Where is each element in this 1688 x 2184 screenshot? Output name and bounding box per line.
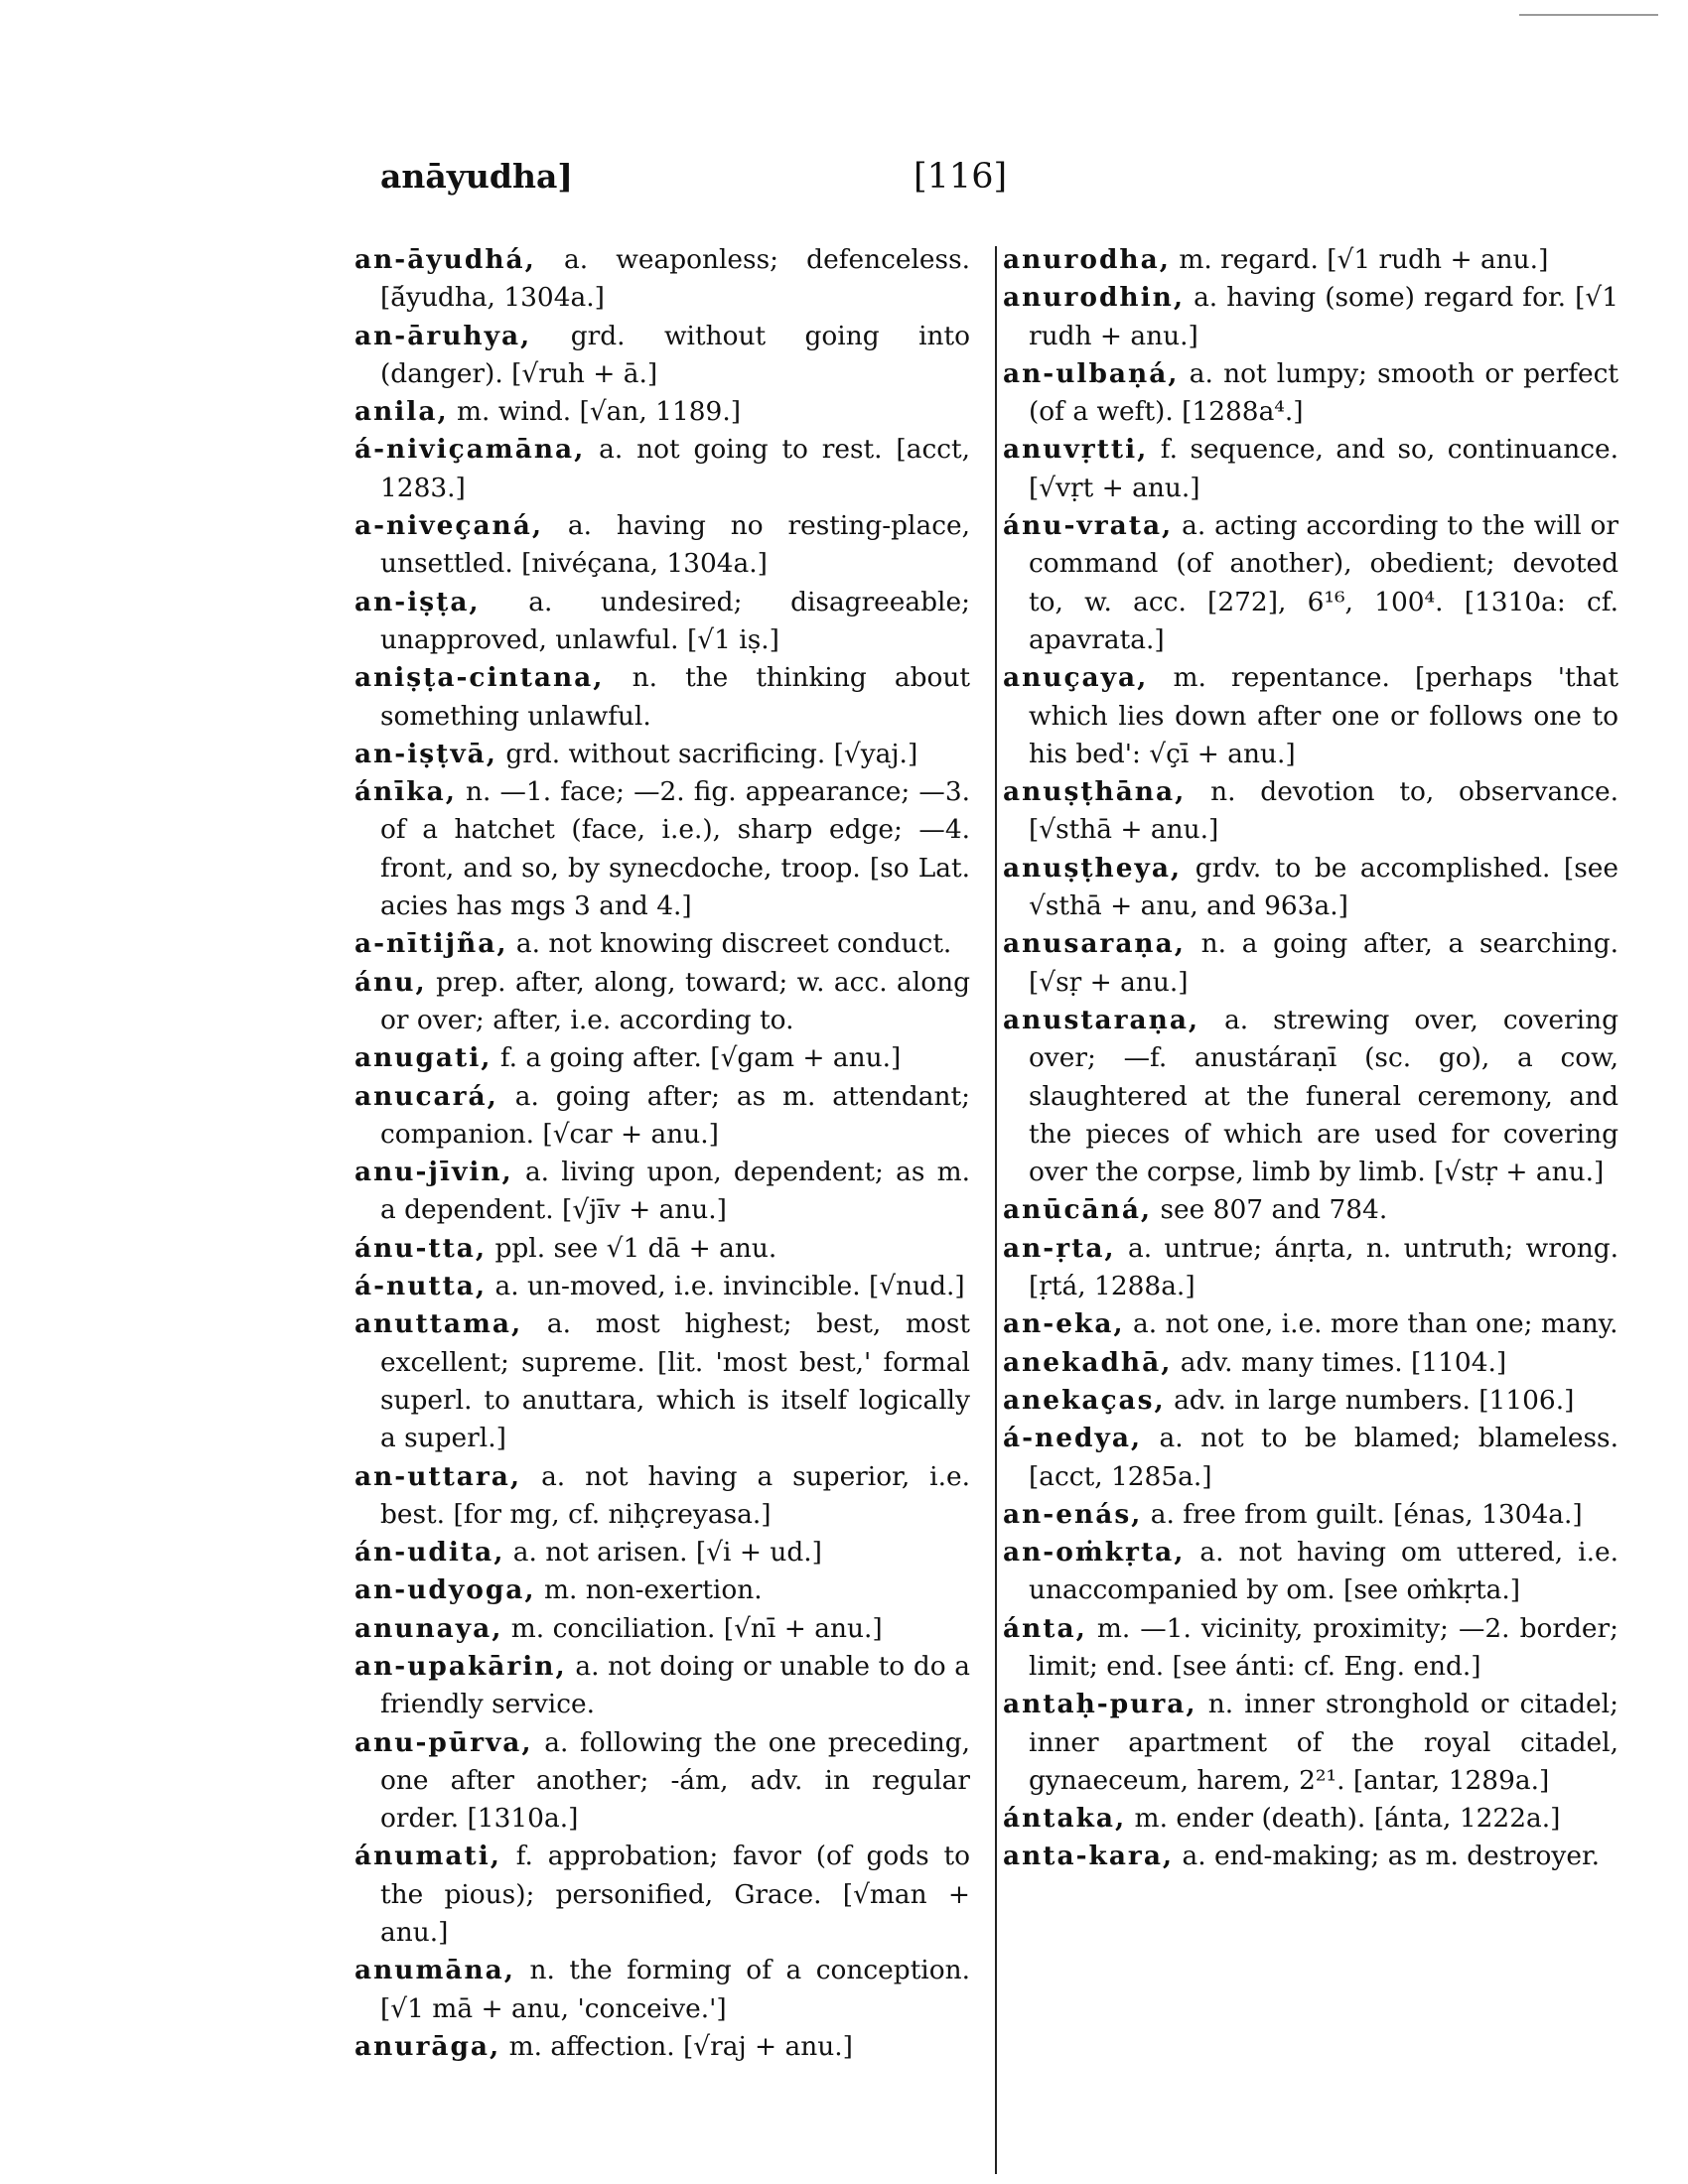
entry-gloss: n. a going after, a searching. [√sṛ + anu.] [1029, 928, 1619, 998]
entry-gloss: a. weaponless; defenceless. [ā́yudha, 1304a.] [380, 244, 971, 314]
entry-gloss: n. the thinking about something unlawful. [380, 662, 970, 732]
entry-gloss: m. —1. vicinity, proximity; —2. border; limit; end. [see ánti: cf. Eng. end.] [1029, 1612, 1618, 1682]
entry-gloss: f. sequence, and so, continuance. [√vṛt + anu.] [1029, 434, 1618, 503]
dictionary-entry [354, 1268, 970, 1305]
entry-headword: an-oṁkṛta, [1003, 1537, 1186, 1569]
entry-headword: anu-pūrva, [354, 1726, 533, 1758]
entry-gloss: a. end-making; as m. destroyer. [1182, 1841, 1601, 1872]
entry-gloss: a. going after; as m. attendant; companion. [√car + anu.] [380, 1080, 970, 1150]
right-column [1003, 241, 1618, 1876]
entry-gloss: a. not having om uttered, i.e. unaccompanied by om. [see oṁkṛta.] [1029, 1537, 1618, 1606]
entry-gloss: a. most highest; best, most excellent; supreme. [lit. 'most best,' formal superl. to anuttara, which is itself logically a superl.] [380, 1308, 971, 1454]
entry-gloss: grdv. to be accomplished. [see √sthā + anu, and 963a.] [1029, 852, 1618, 922]
dictionary-entry [354, 1952, 970, 2028]
entry-gloss: m. wind. [√an, 1189.] [457, 396, 741, 428]
entry-gloss: n. the forming of a conception. [√1 mā + anu, 'conceive.'] [380, 1955, 971, 2024]
entry-headword: án-udita, [354, 1537, 505, 1569]
entry-gloss: see 807 and 784. [1160, 1194, 1388, 1226]
entry-gloss: a. having no resting-place, unsettled. [nivéçana, 1304a.] [380, 510, 970, 580]
entry-gloss: a. not lumpy; smooth or perfect (of a weft). [1288a⁴.] [1029, 357, 1618, 428]
entry-gloss: a. free from guilt. [énas, 1304a.] [1150, 1498, 1583, 1530]
entry-gloss: a. living upon, dependent; as m. a dependent. [√jīv + anu.] [380, 1157, 970, 1226]
dictionary-entry [354, 1078, 970, 1155]
dictionary-entry [1003, 1344, 1618, 1382]
entry-headword: a-nītijña, [354, 928, 508, 960]
entry-headword: anurodha, [1003, 244, 1171, 275]
dictionary-entry [1003, 1002, 1618, 1191]
entry-headword: anustaraṇa, [1003, 1004, 1200, 1035]
entry-gloss: a. not knowing discreet conduct. [515, 928, 952, 960]
dictionary-entry [1003, 925, 1618, 1002]
dictionary-entry [1003, 1800, 1618, 1838]
entry-gloss: m. repentance. [perhaps 'that which lies down after one or follows one to his bed': √çī + anu.] [1029, 662, 1619, 769]
dictionary-entry [1003, 1191, 1618, 1229]
dictionary-entry [1003, 1610, 1618, 1687]
entry-gloss: adv. many times. [1104.] [1180, 1346, 1507, 1378]
entry-headword: anuṣṭheya, [1003, 852, 1183, 884]
dictionary-entry [1003, 431, 1618, 507]
entry-gloss: a. strewing over, covering over; —f. anustáraṇī (sc. go), a cow, slaughtered at the funeral ceremony, and the pieces of which are used for covering over the corpse, limb by limb. [√stṛ + anu.] [1029, 1004, 1618, 1188]
entry-headword: anuvṛtti, [1003, 434, 1149, 466]
dictionary-entry [1003, 355, 1618, 432]
entry-gloss: grd. without going into (danger). [√ruh + ā.] [380, 320, 971, 389]
entry-headword: anu-jīvin, [354, 1157, 513, 1188]
dictionary-entry [354, 507, 970, 584]
entry-headword: an-ulbaṇá, [1003, 357, 1180, 389]
entry-gloss: a. un-moved, i.e. invincible. [√nud.] [494, 1271, 965, 1302]
entry-headword: á-nedya, [1003, 1423, 1143, 1454]
entry-gloss: grd. without sacrificing. [√yaj.] [505, 738, 918, 769]
entry-gloss: a. undesired; disagreeable; unapproved, unlawful. [√1 iṣ.] [380, 586, 970, 655]
entry-headword: ánu, [354, 966, 427, 998]
entry-headword: an-upakārin, [354, 1650, 567, 1682]
entry-headword: an-eka, [1003, 1308, 1125, 1340]
dictionary-entry [354, 1039, 970, 1077]
column-divider [995, 246, 997, 2174]
dictionary-entry [354, 1610, 970, 1648]
entry-headword: an-enás, [1003, 1498, 1143, 1530]
entry-headword: anekadhā, [1003, 1346, 1173, 1378]
entry-gloss: a. not one, i.e. more than one; many. [1133, 1308, 1618, 1340]
entry-headword: an-iṣṭvā, [354, 738, 497, 769]
dictionary-entry [354, 2028, 970, 2066]
entry-headword: anumāna, [354, 1955, 515, 1986]
entry-gloss: a. not having a superior, i.e. best. [for mg, cf. niḥçreyasa.] [380, 1460, 971, 1530]
dictionary-entry [354, 584, 970, 660]
dictionary-entry [354, 925, 970, 963]
dictionary-entry [1003, 1230, 1618, 1306]
entry-gloss: n. —1. face; —2. fig. appearance; —3. of a hatchet (face, i.e.), sharp edge; —4. front, and so, by synecdoche, troop. [so Lat. acies has mgs 3 and 4.] [380, 776, 970, 922]
dictionary-entry [1003, 773, 1618, 850]
entry-headword: anucará, [354, 1080, 498, 1112]
entry-gloss: a. not arisen. [√i + ud.] [512, 1537, 822, 1569]
entry-headword: an-iṣṭa, [354, 586, 481, 617]
entry-headword: a-niveçaná, [354, 510, 544, 542]
entry-headword: ánta, [1003, 1612, 1087, 1644]
top-rule [1519, 14, 1658, 16]
dictionary-entry [1003, 1420, 1618, 1496]
entry-headword: anurodhin, [1003, 282, 1186, 314]
entry-headword: anuttama, [354, 1308, 523, 1340]
dictionary-entry [354, 318, 970, 394]
left-column [354, 241, 970, 2066]
entry-headword: aniṣṭa-cintana, [354, 662, 605, 694]
dictionary-entry [1003, 1496, 1618, 1534]
entry-headword: anta-kara, [1003, 1841, 1175, 1872]
entry-headword: anekaças, [1003, 1384, 1166, 1416]
dictionary-entry [354, 1534, 970, 1571]
entry-headword: á-nutta, [354, 1271, 488, 1302]
dictionary-entry [354, 1154, 970, 1230]
entry-headword: anugati, [354, 1042, 492, 1074]
entry-gloss: a. not to be blamed; blameless. [acct, 1285a.] [1029, 1423, 1618, 1492]
entry-headword: anūcāná, [1003, 1194, 1153, 1226]
entry-headword: an-uttara, [354, 1460, 522, 1492]
entry-gloss: n. inner stronghold or citadel; inner apartment of the royal citadel, gynaeceum, harem, 2²¹. [antar, 1289a.] [1029, 1689, 1619, 1796]
entry-headword: anuṣṭhāna, [1003, 776, 1187, 808]
dictionary-entry [1003, 279, 1618, 355]
dictionary-entry [354, 773, 970, 925]
dictionary-entry [1003, 1686, 1618, 1800]
entry-gloss: m. non-exertion. [543, 1574, 763, 1606]
dictionary-entry [1003, 507, 1618, 659]
entry-headword: ánīka, [354, 776, 457, 808]
dictionary-entry [1003, 659, 1618, 773]
dictionary-entry [354, 393, 970, 431]
entry-headword: an-udyoga, [354, 1574, 536, 1606]
entry-headword: anurāga, [354, 2030, 501, 2062]
entry-gloss: a. acting according to the will or command (of another), obedient; devoted to, w. acc. [272], 6¹⁶, 100⁴. [1310a: cf. apavrata.] [1029, 510, 1619, 655]
entry-gloss: a. not going to rest. [acct, 1283.] [380, 434, 970, 503]
entry-gloss: a. untrue; ánṛta, n. untruth; wrong. [ṛtá, 1288a.] [1029, 1232, 1619, 1302]
page-number: [116] [914, 157, 1008, 197]
dictionary-entry [1003, 1838, 1618, 1875]
dictionary-entry [354, 1648, 970, 1724]
entry-gloss: f. approbation; favor (of gods to the pious); personified, Grace. [√man + anu.] [380, 1841, 971, 1949]
running-head: anāyudha] [380, 157, 573, 196]
entry-headword: an-ṛta, [1003, 1232, 1116, 1264]
entry-gloss: adv. in large numbers. [1106.] [1174, 1384, 1575, 1416]
entry-gloss: a. following the one preceding, one after another; -ám, adv. in regular order. [1310a.] [380, 1726, 971, 1835]
dictionary-entry [354, 431, 970, 507]
dictionary-entry [354, 1305, 970, 1457]
entry-headword: ánu-tta, [354, 1232, 488, 1264]
entry-gloss: n. devotion to, observance. [√sthā + anu.] [1029, 776, 1618, 846]
entry-headword: anila, [354, 396, 449, 428]
entry-headword: á-niviçamāna, [354, 434, 586, 466]
entry-gloss: a. having (some) regard for. [√1 rudh + anu.] [1029, 282, 1618, 351]
dictionary-entry [1003, 241, 1618, 279]
entry-gloss: a. not doing or unable to do a friendly service. [380, 1650, 971, 1720]
entry-gloss: m. ender (death). [ánta, 1222a.] [1134, 1803, 1561, 1835]
entry-gloss: prep. after, along, toward; w. acc. along or over; after, i.e. according to. [380, 966, 970, 1035]
entry-gloss: m. regard. [√1 rudh + anu.] [1179, 244, 1549, 275]
dictionary-entry [354, 1724, 970, 1839]
entry-headword: an-āyudhá, [354, 244, 536, 275]
entry-headword: an-āruhya, [354, 320, 532, 351]
entry-headword: anunaya, [354, 1612, 503, 1644]
dictionary-entry [354, 659, 970, 736]
entry-headword: anusaraṇa, [1003, 928, 1186, 960]
dictionary-entry [354, 736, 970, 773]
entry-gloss: ppl. see √1 dā + anu. [494, 1232, 777, 1264]
dictionary-entry [354, 1838, 970, 1952]
dictionary-entry [1003, 1305, 1618, 1343]
dictionary-entry [354, 1230, 970, 1268]
entry-headword: ántaka, [1003, 1803, 1127, 1835]
dictionary-entry [1003, 1382, 1618, 1420]
dictionary-entry [354, 964, 970, 1040]
dictionary-entry [1003, 1534, 1618, 1610]
entry-headword: anuçaya, [1003, 662, 1149, 694]
entry-headword: ánumati, [354, 1841, 501, 1872]
entry-gloss: f. a going after. [√gam + anu.] [499, 1042, 902, 1074]
dictionary-entry [354, 1458, 970, 1535]
entry-gloss: m. affection. [√raj + anu.] [508, 2030, 853, 2062]
entry-headword: ánu-vrata, [1003, 510, 1174, 542]
dictionary-entry [354, 241, 970, 318]
entry-gloss: m. conciliation. [√nī + anu.] [510, 1612, 883, 1644]
dictionary-entry [354, 1571, 970, 1609]
dictionary-entry [1003, 850, 1618, 926]
entry-headword: antaḥ-pura, [1003, 1689, 1197, 1720]
